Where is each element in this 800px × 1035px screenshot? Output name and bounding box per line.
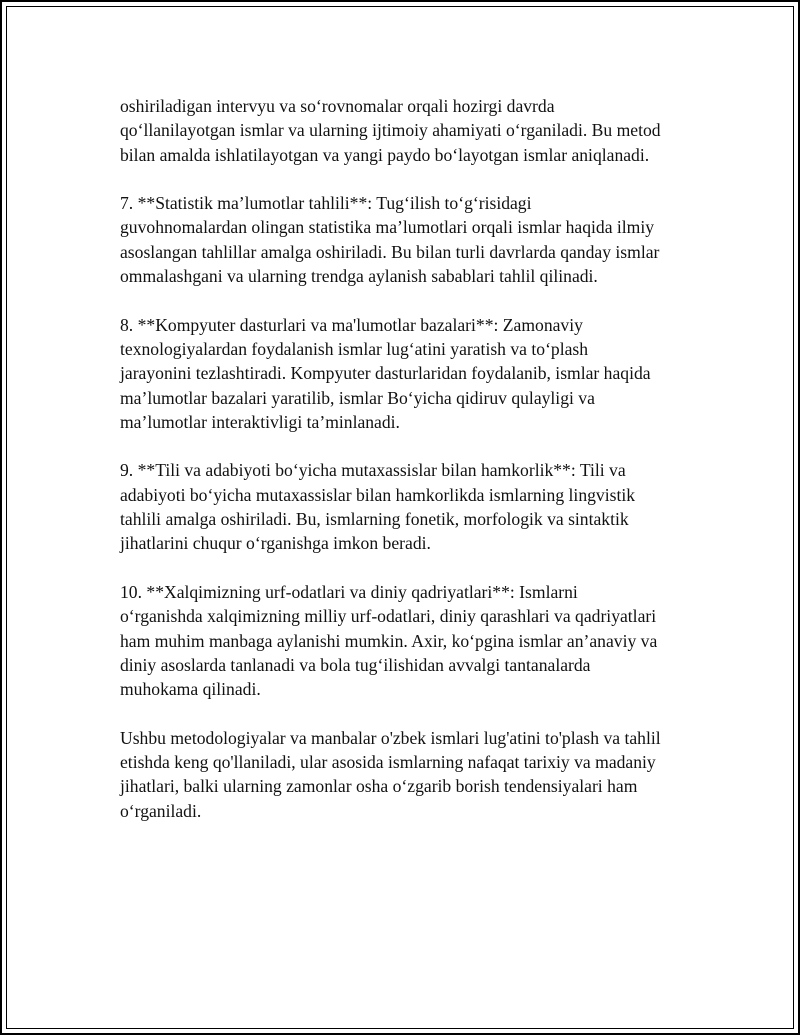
text-line: muhokama qilinadi. [120, 679, 261, 700]
paragraph-item-10 [120, 580, 710, 701]
text-line: o‘rganiladi. [120, 800, 202, 821]
text-line: bilan amalda ishlatilayotgan va yangi paydo bo‘layotgan ismlar aniqlanadi. [120, 144, 650, 165]
text-line: ommalashgani va ularning trendga aylanish sabablari tahlil qilinadi. [120, 266, 598, 287]
text-line: jihatlari, balki ularning zamonlar osha o‘zgarib borish tendensiyalari ham [120, 776, 638, 797]
document-body [120, 94, 710, 847]
text-line: guvohnomalardan olingan statistika ma’lumotlari orqali ismlar haqida ilmiy [120, 217, 655, 238]
text-line: ma’lumotlar bazalari yaratilib, ismlar Bo‘yicha qidiruv qulayligi va [120, 387, 595, 408]
text-line: oshiriladigan intervyu va so‘rovnomalar orqali hozirgi davrda [120, 96, 555, 116]
paragraph-item-9 [120, 458, 710, 555]
text-line: texnologiyalardan foydalanish ismlar lug‘atini yaratish va to‘plash [120, 338, 589, 359]
text-line: 7. **Statistik ma’lumotlar tahlili**: Tug‘ilish to‘g‘risidagi [120, 193, 532, 214]
text-line: jarayonini tezlashtiradi. Kompyuter dasturlaridan foydalanib, ismlar haqida [120, 363, 651, 384]
text-line: jihatlarini chuqur o‘rganishga imkon beradi. [120, 533, 431, 554]
text-line: tahlili amalga oshiriladi. Bu, ismlarning fonetik, morfologik va sintaktik [120, 509, 629, 530]
paragraph-intro-continuation [120, 94, 710, 167]
text-line: 10. **Xalqimizning urf-odatlari va diniy qadriyatlari**: Ismlarni [120, 581, 578, 602]
text-line: etishda keng qo'llaniladi, ular asosida ismlarning nafaqat tarixiy va madaniy [120, 752, 656, 773]
text-line: qo‘llanilayotgan ismlar va ularning ijtimoiy ahamiyati o‘rganiladi. Bu metod [120, 120, 661, 141]
text-line: diniy asoslarda tanlanadi va bola tug‘ilishidan avvalgi tantanalarda [120, 654, 591, 675]
text-line: ma’lumotlar interaktivligi ta’minlanadi. [120, 411, 400, 432]
text-line: 9. **Tili va adabiyoti bo‘yicha mutaxassislar bilan hamkorlik**: Tili va [120, 460, 626, 481]
paragraph-conclusion [120, 726, 710, 823]
paragraph-item-7 [120, 191, 710, 288]
text-line: asoslangan tahlillar amalga oshiriladi. Bu bilan turli davrlarda qanday ismlar [120, 241, 660, 262]
text-line: 8. **Kompyuter dasturlari va ma'lumotlar bazalari**: Zamonaviy [120, 314, 583, 335]
text-line: o‘rganishda xalqimizning milliy urf-odatlari, diniy qarashlari va qadriyatlari [120, 606, 657, 627]
text-line: ham muhim manbaga aylanishi mumkin. Axir, ko‘pgina ismlar an’anaviy va [120, 630, 658, 651]
text-line: Ushbu metodologiyalar va manbalar o'zbek ismlari lug'atini to'plash va tahlil [120, 727, 661, 748]
paragraph-item-8 [120, 313, 710, 434]
text-line: adabiyoti bo‘yicha mutaxassislar bilan hamkorlikda ismlarning lingvistik [120, 484, 636, 505]
